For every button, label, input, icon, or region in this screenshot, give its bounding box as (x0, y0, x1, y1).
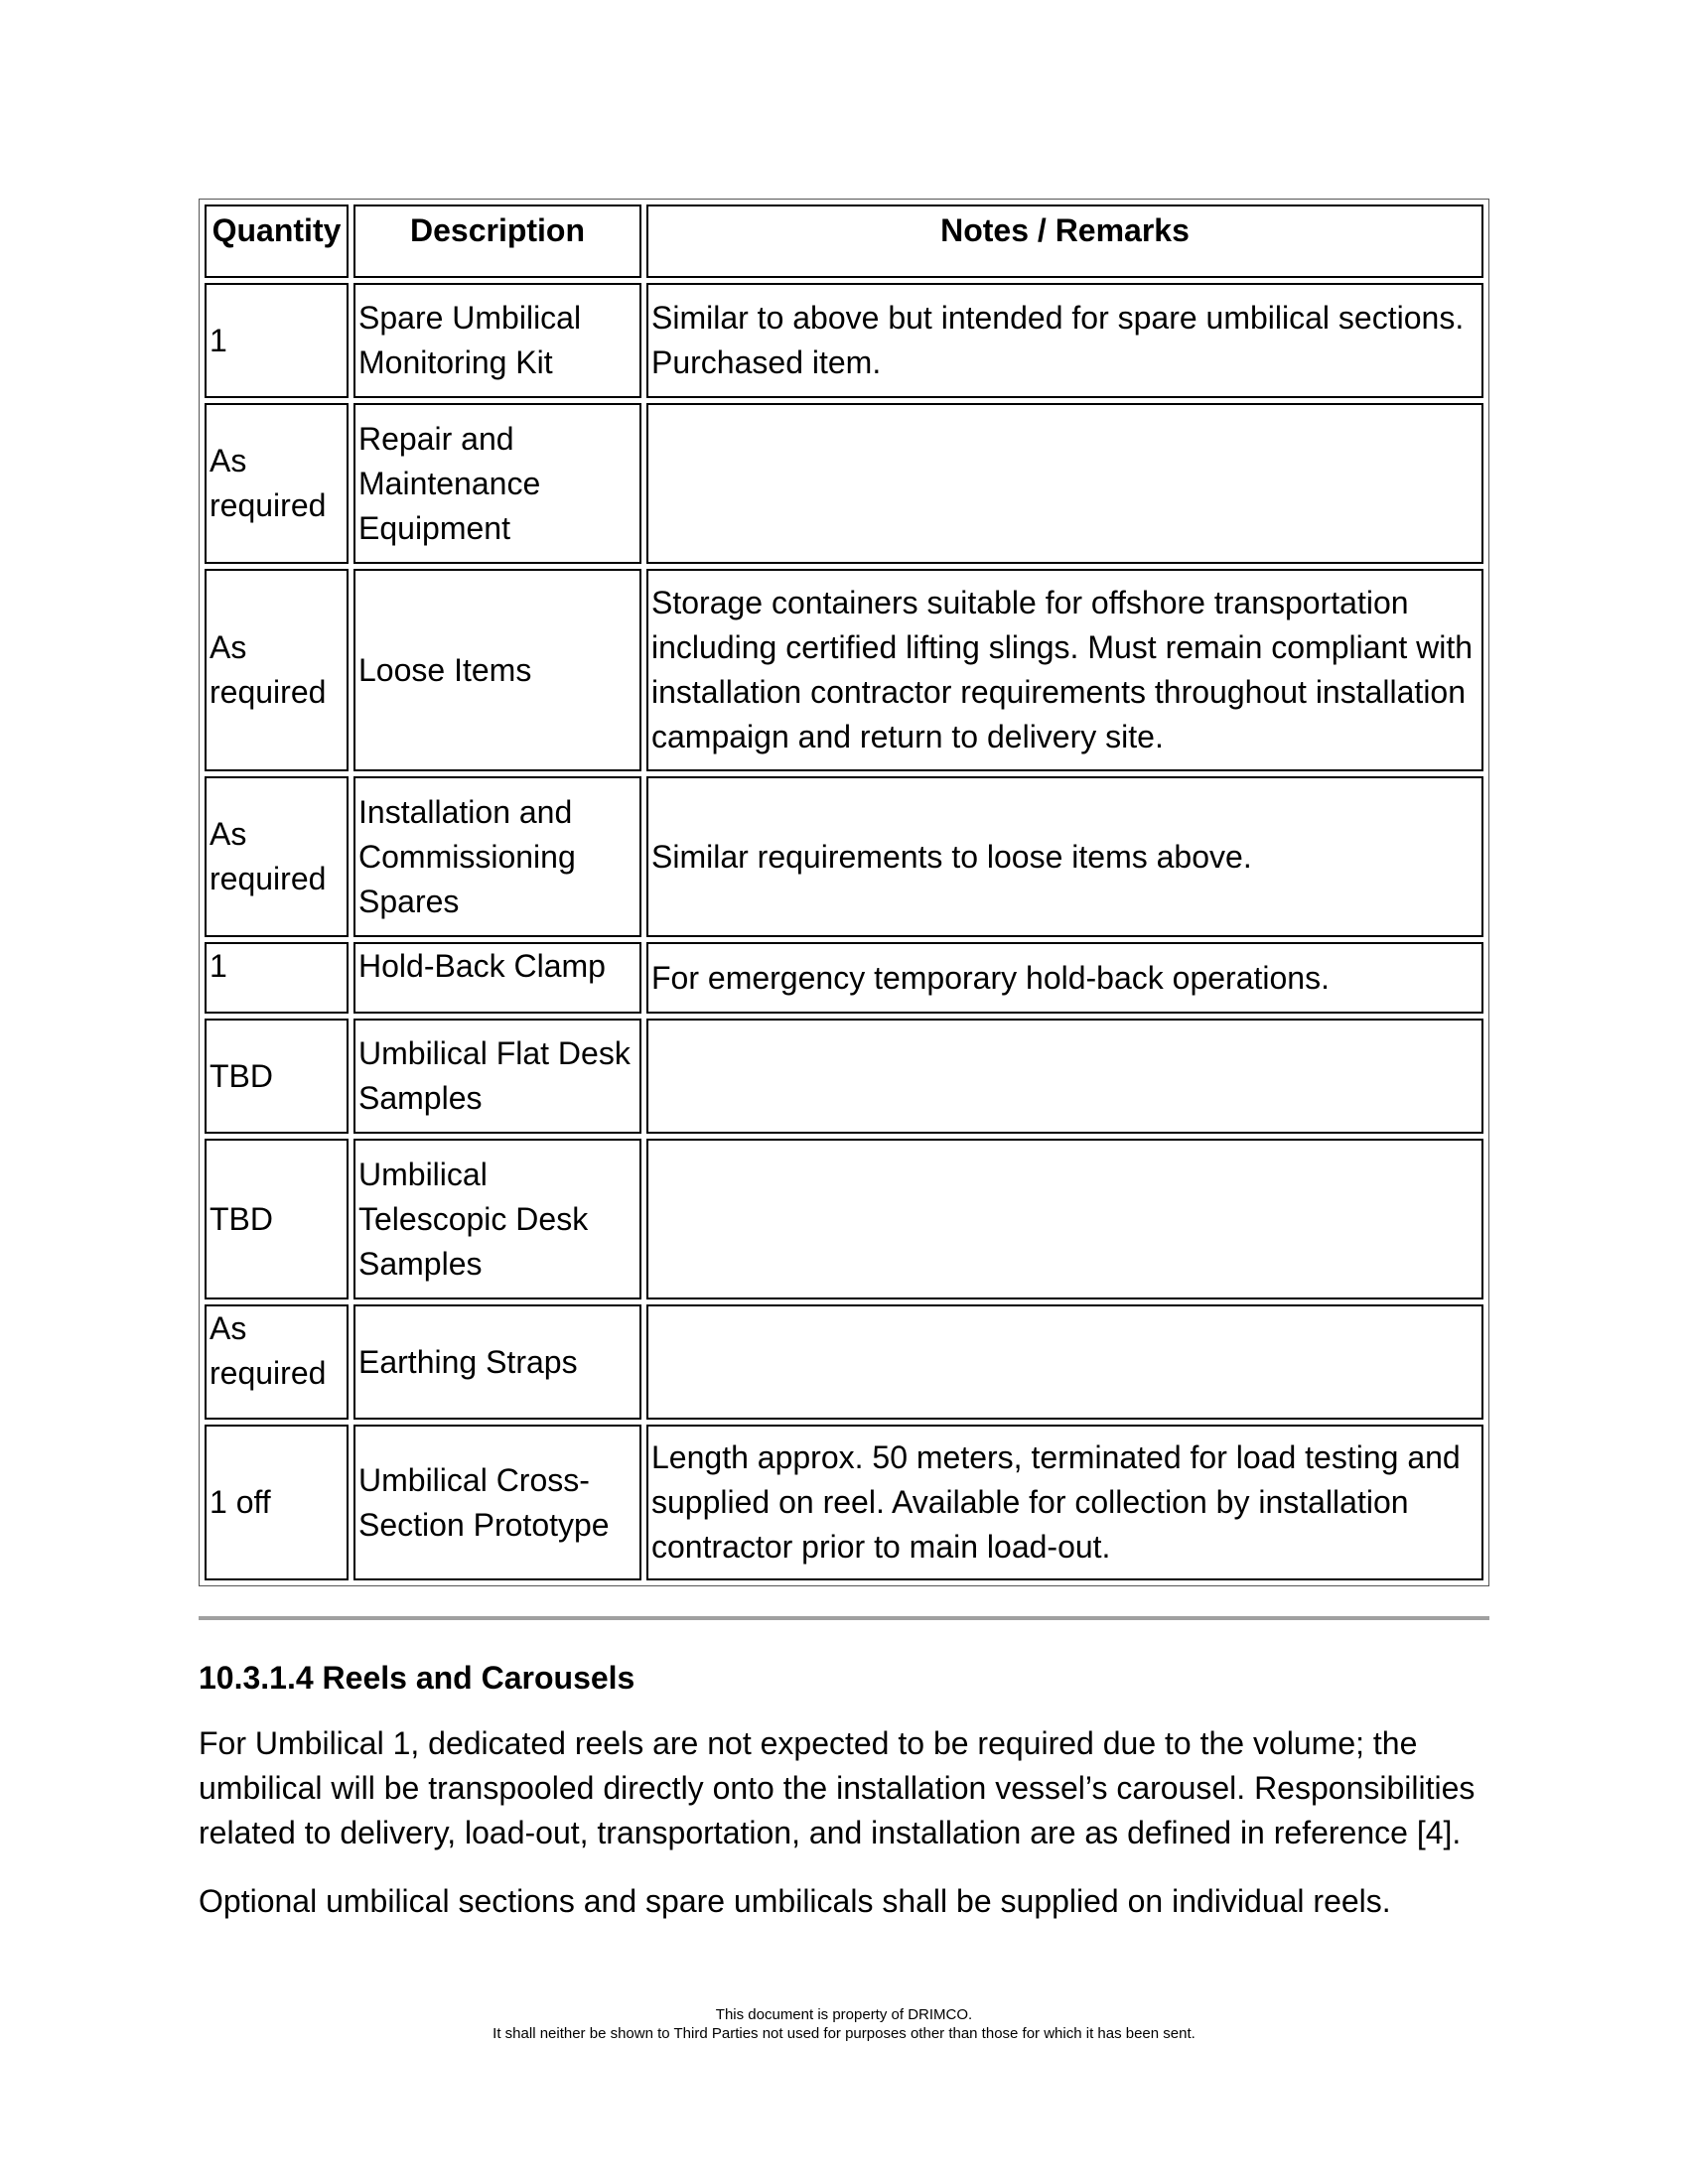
header-notes: Notes / Remarks (646, 205, 1483, 278)
cell-description: Umbilical Telescopic Desk Samples (353, 1139, 641, 1299)
cell-description: Installation and Commissioning Spares (353, 776, 641, 937)
cell-quantity: 1 off (205, 1425, 349, 1580)
cell-description: Spare Umbilical Monitoring Kit (353, 283, 641, 398)
section-paragraph: For Umbilical 1, dedicated reels are not expected to be required due to the volume; the umbilical will be transpooled directly onto the installation vessel’s carousel. Responsibilities related to delivery, load-out, transportation, and installation are as defined in reference [4]. (199, 1725, 1476, 1850)
cell-quantity: 1 (205, 942, 349, 1014)
cell-quantity: As required (205, 776, 349, 937)
cell-notes: For emergency temporary hold-back operations. (646, 942, 1483, 1014)
cell-description: Repair and Maintenance Equipment (353, 403, 641, 564)
cell-quantity: TBD (205, 1139, 349, 1299)
table-row (205, 569, 1483, 771)
cell-notes: Similar to above but intended for spare umbilical sections. Purchased item. (646, 283, 1483, 398)
cell-quantity: As required (205, 1304, 349, 1420)
table-header-row (205, 205, 1483, 278)
cell-notes (646, 1139, 1483, 1299)
horizontal-rule (199, 1616, 1489, 1620)
cell-quantity: TBD (205, 1019, 349, 1134)
cell-notes: Length approx. 50 meters, terminated for load testing and supplied on reel. Available for collection by installation contractor prior to main load-out. (646, 1425, 1483, 1580)
cell-description: Umbilical Cross-Section Prototype (353, 1425, 641, 1580)
section-heading: 10.3.1.4 Reels and Carousels (199, 1660, 635, 1696)
cell-description: Hold-Back Clamp (353, 942, 641, 1014)
section-paragraph: Optional umbilical sections and spare umbilicals shall be supplied on individual reels. (199, 1883, 1391, 1919)
page-footer (0, 2005, 1688, 2043)
cell-notes (646, 1019, 1483, 1134)
table-row (205, 283, 1483, 398)
header-description: Description (353, 205, 641, 278)
table-row (205, 403, 1483, 564)
deliverables-table (199, 199, 1489, 1586)
table-row (205, 776, 1483, 937)
cell-notes (646, 403, 1483, 564)
table-row (205, 1139, 1483, 1299)
table-row (205, 1019, 1483, 1134)
cell-notes: Storage containers suitable for offshore transportation including certified lifting slings. Must remain compliant with installation contractor requirements throughout installation campaign and return to delivery site. (646, 569, 1483, 771)
cell-description: Umbilical Flat Desk Samples (353, 1019, 641, 1134)
table-row (205, 1304, 1483, 1420)
cell-quantity: As required (205, 403, 349, 564)
document-page (199, 199, 1489, 1924)
header-quantity: Quantity (205, 205, 349, 278)
cell-quantity: 1 (205, 283, 349, 398)
table-row (205, 1425, 1483, 1580)
footer-property-notice: This document is property of DRIMCO. (715, 2006, 973, 2023)
cell-description: Loose Items (353, 569, 641, 771)
cell-notes: Similar requirements to loose items above. (646, 776, 1483, 937)
cell-quantity: As required (205, 569, 349, 771)
cell-description: Earthing Straps (353, 1304, 641, 1420)
footer-confidentiality-notice: It shall neither be shown to Third Parties not used for purposes other than those for which it has been sent. (492, 2025, 1196, 2042)
table-row (205, 942, 1483, 1014)
cell-notes (646, 1304, 1483, 1420)
